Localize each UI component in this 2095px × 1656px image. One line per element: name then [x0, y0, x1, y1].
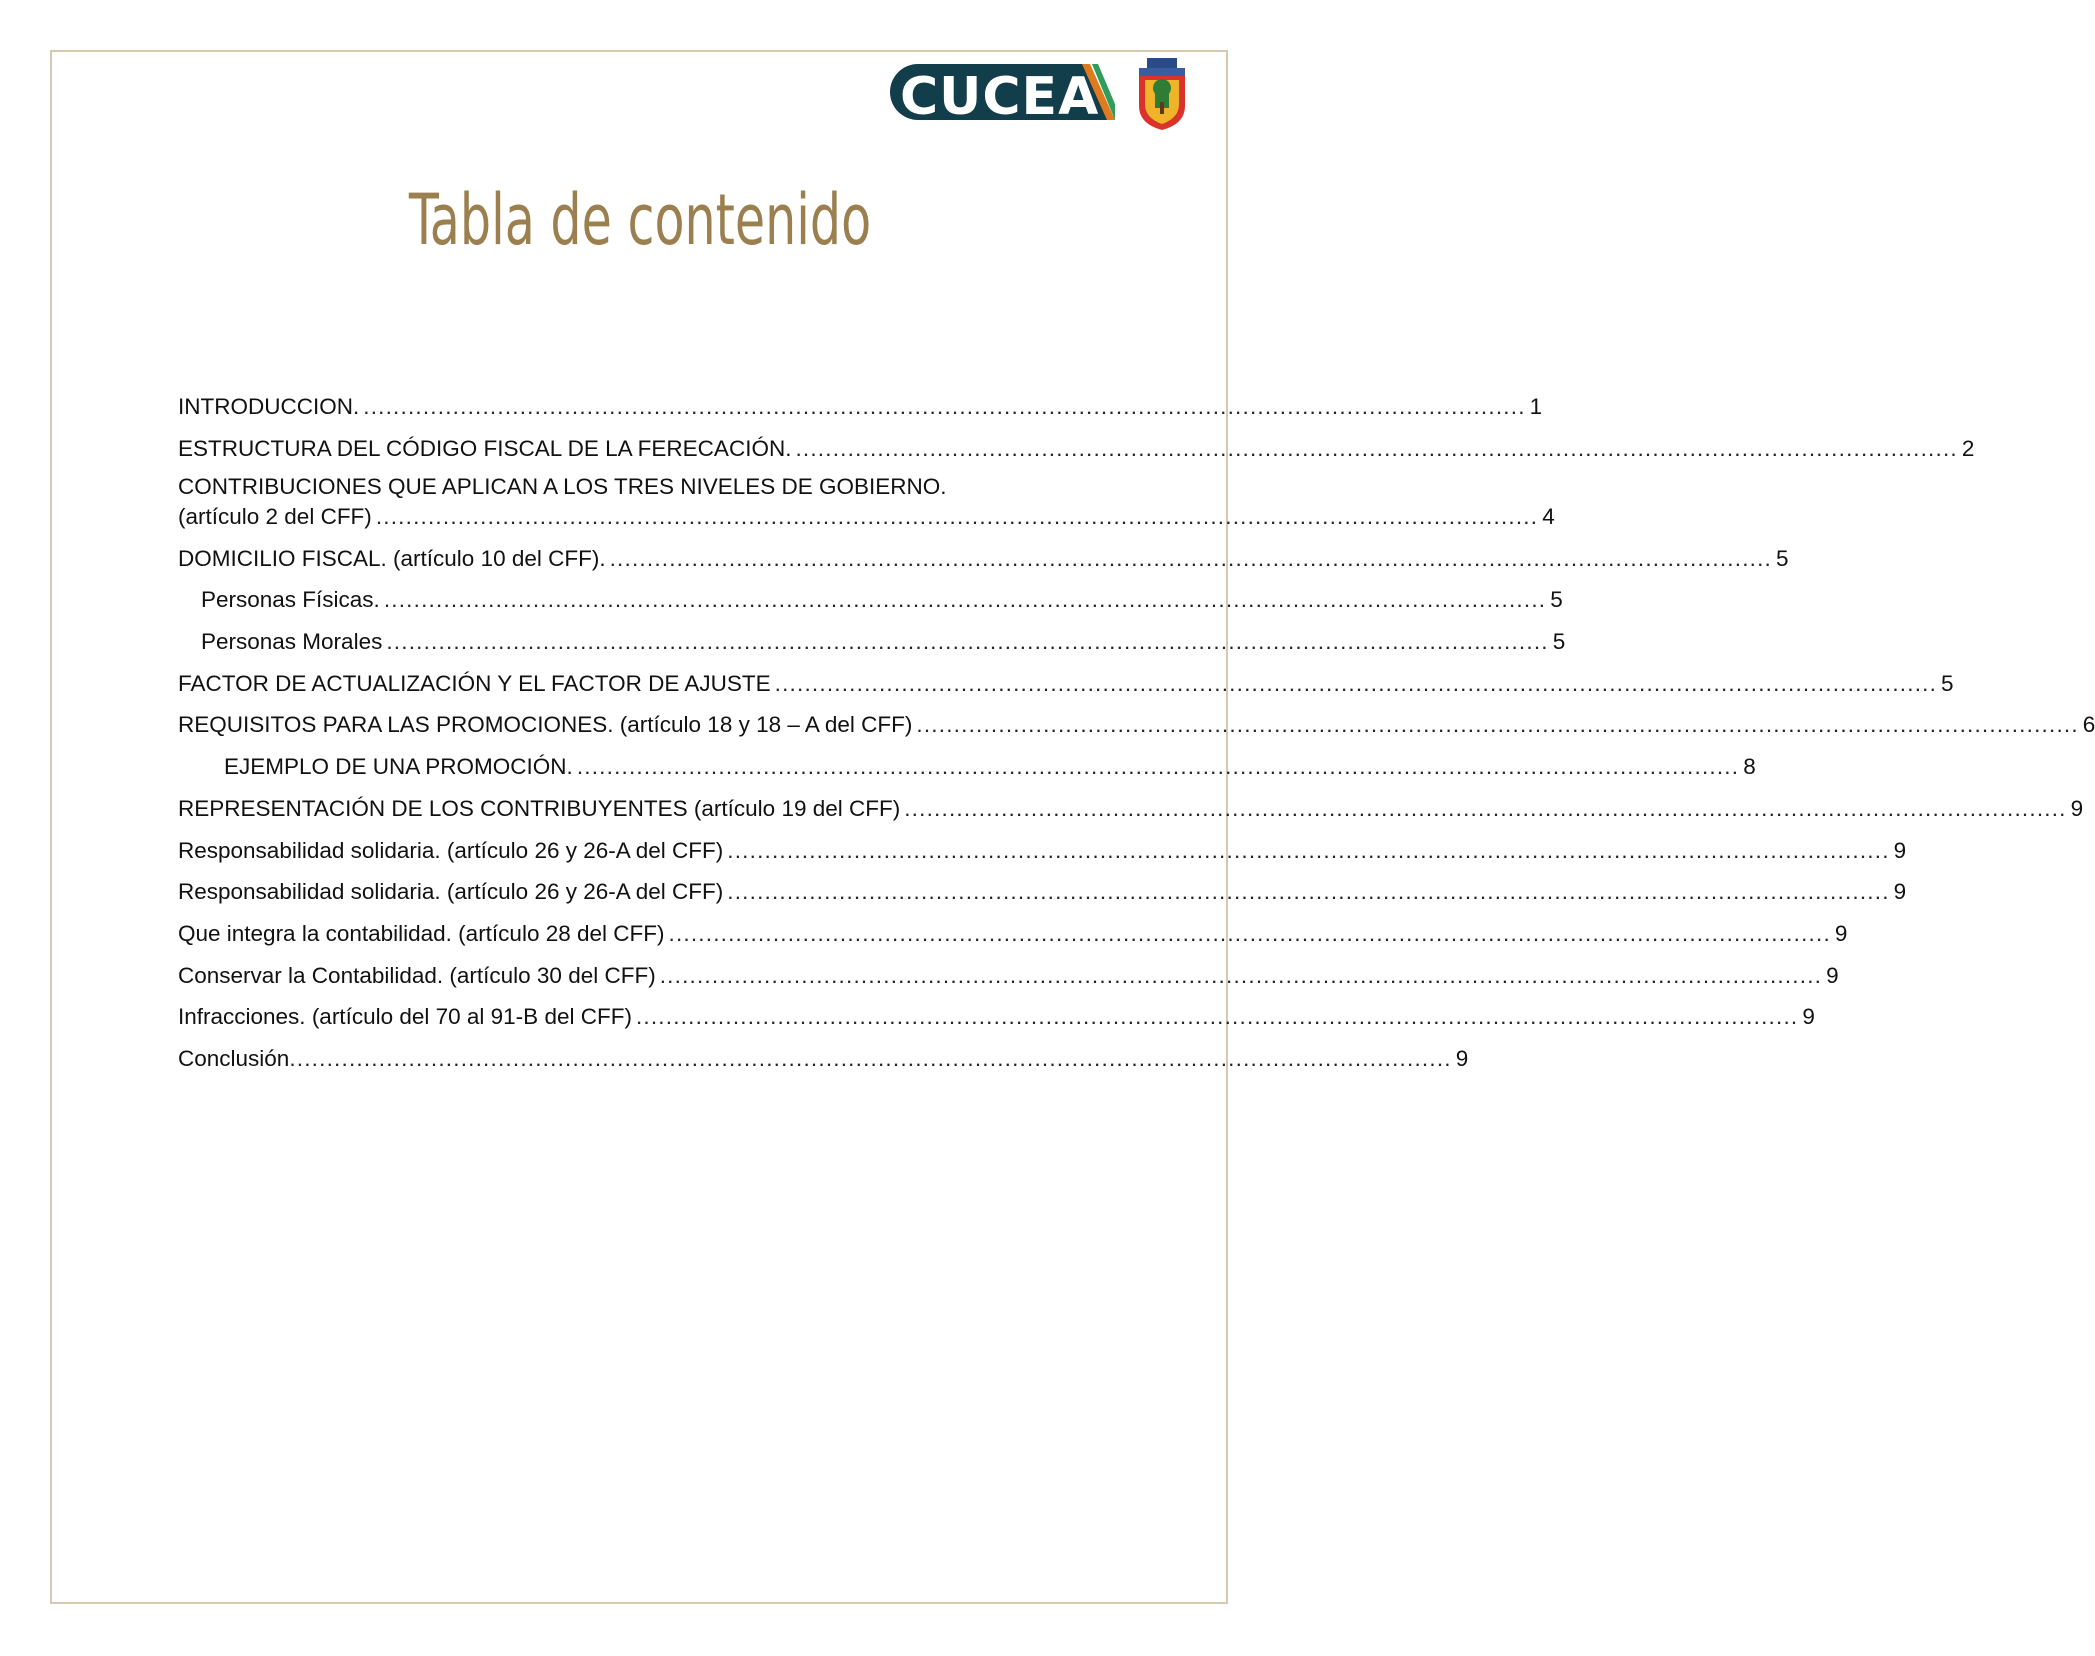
toc-leader-dots: ............................................................................................................................................................ — [289, 1045, 1452, 1071]
toc-leader-dots: ............................................................................................................................................................ — [904, 795, 2067, 821]
toc-entry-label: REQUISITOS PARA LAS PROMOCIONES. (artículo 18 y 18 – A del CFF) — [178, 712, 913, 738]
toc-leader-dots: ............................................................................................................................................................ — [659, 962, 1823, 988]
toc-entry-label: Conclusión — [178, 1045, 290, 1071]
toc-entry-page: 2 — [1961, 435, 1975, 461]
toc-entry-personas-morales[interactable] — [178, 613, 1566, 655]
toc-entry-page: 1 — [1529, 394, 1543, 419]
toc-leader-dots: ............................................................................................................................................................ — [774, 670, 1938, 696]
toc-entry-label: FACTOR DE ACTUALIZACIÓN Y EL FACTOR DE AJUSTE — [178, 670, 771, 696]
toc-entry-label: Responsabilidad solidaria. (artículo 26 y 26-A del CFF) — [178, 879, 724, 905]
toc-leader-dots: ............................................................................................................................................................ — [386, 629, 1549, 655]
toc-leader-dots: ............................................................................................................................................................ — [363, 394, 1526, 419]
toc-entry-requisitos-promociones[interactable] — [178, 697, 2095, 739]
toc-entry-label: Personas Morales — [201, 629, 383, 655]
toc-entry-label: Responsabilidad solidaria. (artículo 26 y 26-A del CFF) — [178, 837, 724, 863]
toc-entry-representacion[interactable] — [178, 780, 2084, 822]
toc-entry-page: 5 — [1776, 545, 1789, 571]
header-logos — [890, 58, 1200, 130]
page-title: Tabla de contenido — [408, 179, 872, 261]
university-crest-icon — [1133, 58, 1191, 135]
toc-leader-dots: ............................................................................................................................................................ — [727, 837, 1890, 863]
toc-leader-dots: ............................................................................................................................................................ — [375, 503, 1539, 529]
toc-leader-dots: ............................................................................................................................................................ — [795, 435, 1958, 461]
toc-entry-label-line2: (artículo 2 del CFF) — [178, 503, 372, 529]
toc-entry-page: 5 — [1552, 629, 1566, 655]
toc-entry-label: REPRESENTACIÓN DE LOS CONTRIBUYENTES (artículo 19 del CFF) — [178, 795, 901, 821]
toc-entry-label: Que integra la contabilidad. (artículo 28 del CFF) — [178, 920, 665, 946]
cucea-logo-text: CUCEA — [900, 67, 1100, 127]
toc-entry-integra-contabilidad[interactable] — [178, 905, 1848, 947]
toc-leader-dots: ............................................................................................................................................................ — [727, 879, 1890, 905]
toc-leader-dots: ............................................................................................................................................................ — [916, 712, 2079, 738]
toc-entry-label: Conservar la Contabilidad. (artículo 30 del CFF) — [178, 962, 656, 988]
toc-entry-page: 9 — [1893, 879, 1907, 905]
toc-entry-conservar-contabilidad[interactable] — [178, 947, 1839, 989]
toc-entry-label: INTRODUCCION. — [178, 394, 360, 419]
toc-leader-dots: ............................................................................................................................................................ — [576, 754, 1740, 780]
toc-leader-dots: ............................................................................................................................................................ — [609, 545, 1772, 571]
toc-entry-contribuciones[interactable] — [178, 472, 1555, 530]
toc-entry-label: EJEMPLO DE UNA PROMOCIÓN. — [224, 754, 573, 780]
toc-entry-infracciones[interactable] — [178, 989, 1815, 1031]
toc-entry-ejemplo-promocion[interactable] — [178, 738, 1756, 780]
toc-entry-responsabilidad-solidaria[interactable] — [178, 822, 1907, 864]
toc-entry-label: Personas Físicas. — [201, 587, 380, 613]
toc-entry-label: ESTRUCTURA DEL CÓDIGO FISCAL DE LA FERECACIÓN. — [178, 435, 792, 461]
toc-entry-page: 9 — [1893, 837, 1907, 863]
toc-entry-estructura[interactable] — [178, 420, 1975, 462]
toc-entry-page: 8 — [1743, 754, 1756, 780]
toc-entry-page: 9 — [1826, 962, 1839, 988]
toc-leader-dots: ............................................................................................................................................................ — [635, 1004, 1799, 1030]
toc-entry-label: Infracciones. (artículo del 70 al 91-B del CFF) — [178, 1004, 632, 1030]
toc-entry-page: 9 — [1455, 1045, 1469, 1071]
cucea-logo — [890, 64, 1115, 125]
toc-entry-page: 9 — [1834, 920, 1848, 946]
toc-entry-personas-fisicas[interactable] — [178, 572, 1563, 614]
toc-entry-page: 5 — [1941, 670, 1954, 696]
toc-leader-dots: ............................................................................................................................................................ — [383, 587, 1547, 613]
toc-entry-page: 9 — [1802, 1004, 1815, 1030]
toc-entry-page: 4 — [1542, 503, 1555, 529]
table-of-contents — [178, 390, 2095, 1072]
toc-entry-conclusion[interactable] — [178, 1030, 1469, 1072]
toc-entry-page: 9 — [2070, 795, 2084, 821]
toc-entry-factor-actualizacion[interactable] — [178, 655, 1954, 697]
toc-entry-label: DOMICILIO FISCAL. (artículo 10 del CFF). — [178, 545, 606, 571]
toc-entry-responsabilidad-solidaria-2[interactable] — [178, 864, 1907, 906]
toc-leader-dots: ............................................................................................................................................................ — [668, 920, 1831, 946]
toc-entry-page: 6 — [2082, 712, 2095, 738]
toc-entry-page: 5 — [1550, 587, 1563, 613]
toc-entry-domicilio-fiscal[interactable] — [178, 538, 1789, 572]
toc-entry-introduccion[interactable] — [178, 390, 1543, 420]
toc-entry-label-line1: CONTRIBUCIONES QUE APLICAN A LOS TRES NIVELES DE GOBIERNO. — [178, 473, 947, 499]
